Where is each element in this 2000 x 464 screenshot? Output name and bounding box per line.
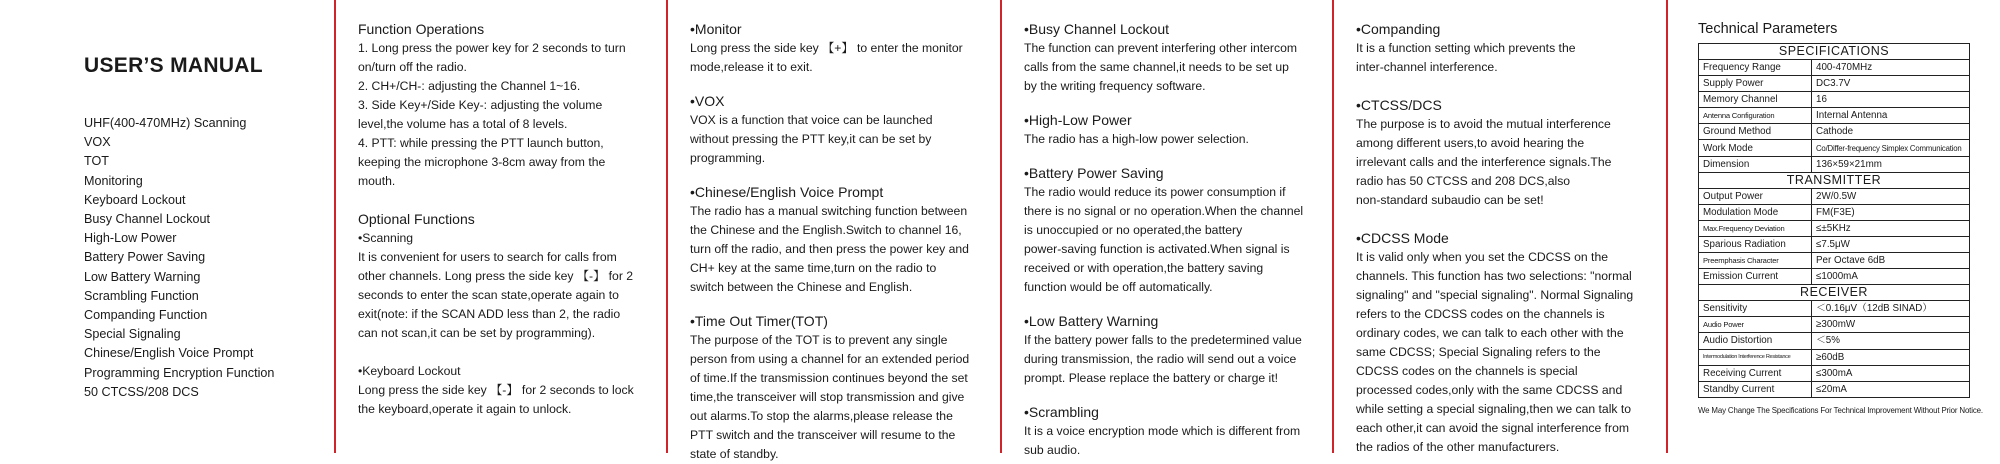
spec-value: Co/Differ-frequency Simplex Communication [1812, 140, 1970, 156]
body-line: radio has 50 CTCSS and 208 DCS,also [1356, 174, 1571, 188]
body-line: 3. Side Key+/Side Key-: adjusting the volume [358, 98, 603, 112]
table-row [1699, 108, 1970, 124]
spec-section-header: RECEIVER [1699, 285, 1970, 301]
body-line: among different users,to avoid hearing the [1356, 136, 1585, 150]
spec-section-header: SPECIFICATIONS [1699, 44, 1970, 60]
section-title: •Busy Channel Lockout [1024, 21, 1169, 37]
body-line: refers to the CDCSS codes on the channels is [1356, 307, 1605, 321]
table-row [1699, 365, 1970, 381]
body-line: keeping the microphone 3-8cm away from the [358, 155, 606, 169]
spec-key: Output Power [1699, 188, 1812, 204]
body-line: of time.If the transmission continues beyond the set [690, 371, 968, 385]
spec-value: ≥300mW [1812, 317, 1970, 333]
body-line: The radio would reduce its power consumption if [1024, 185, 1286, 199]
feature-item: 50 CTCSS/208 DCS [84, 384, 199, 399]
spec-value: 2W/0.5W [1812, 188, 1970, 204]
spec-value: Per Octave 6dB [1812, 253, 1970, 269]
body-line: the radios of the other manufacturers. [1356, 440, 1560, 454]
spec-value: ≤7.5μW [1812, 236, 1970, 252]
section-title: •Time Out Timer(TOT) [690, 313, 828, 329]
spec-key: Antenna Configuration [1699, 108, 1812, 124]
body-line: prompt. Please replace the battery or charge it! [1024, 371, 1279, 385]
busy-channel-panel [1002, 0, 1332, 457]
technical-parameters-title: Technical Parameters [1698, 21, 1838, 37]
section-title: •CTCSS/DCS [1356, 97, 1442, 113]
body-line: The purpose is to avoid the mutual interference [1356, 117, 1611, 131]
feature-item: Busy Channel Lockout [84, 212, 211, 227]
section-title: •VOX [690, 93, 725, 109]
body-line: same CDCSS; Special Signaling refers to the [1356, 345, 1601, 359]
table-row [1699, 156, 1970, 172]
body-line: 1. Long press the power key for 2 seconds to turn [358, 41, 626, 55]
body-line: power-saving function is activated.When signal is [1024, 242, 1290, 256]
monitor-section [690, 20, 982, 77]
body-line: on/turn off the radio. [358, 60, 467, 74]
table-row [1699, 76, 1970, 92]
spec-key: Receiving Current [1699, 365, 1812, 381]
voice-prompt-section [690, 183, 982, 297]
table-row [1699, 253, 1970, 269]
body-line: inter-channel interference. [1356, 60, 1498, 74]
body-line: The purpose of the TOT is to prevent any single [690, 333, 948, 347]
table-row [1699, 381, 1970, 397]
keyboard-lockout-section [358, 362, 648, 419]
spec-key: Audio Distortion [1699, 333, 1812, 349]
body-line: non-standard subaudio can be set! [1356, 193, 1544, 207]
body-line: function would be off automatically. [1024, 280, 1213, 294]
feature-item: Programming Encryption Function [84, 365, 275, 380]
body-line: during transmission, the radio will send out a voice [1024, 352, 1297, 366]
spec-key: Frequency Range [1699, 60, 1812, 76]
table-row [1699, 124, 1970, 140]
body-line: 2. CH+/CH-: adjusting the Channel 1~16. [358, 79, 581, 93]
body-line: person from using a channel for an extended period [690, 352, 970, 366]
companding-section [1356, 20, 1648, 77]
spec-value: ≤±5KHz [1812, 220, 1970, 236]
spec-key: Modulation Mode [1699, 204, 1812, 220]
spec-key: Work Mode [1699, 140, 1812, 156]
spec-key: Memory Channel [1699, 92, 1812, 108]
feature-item: Special Signaling [84, 327, 181, 342]
spec-value: ≥60dB [1812, 349, 1970, 365]
body-line: by the writing frequency software. [1024, 79, 1206, 93]
spec-value: ＜0.16μV（12dB SINAD） [1812, 301, 1970, 317]
function-operations-panel [336, 0, 666, 453]
body-line: without pressing the PTT key,it can be set by [690, 132, 932, 146]
body-line: It is valid only when you set the CDCSS on the [1356, 250, 1609, 264]
spec-value: ≤1000mA [1812, 269, 1970, 285]
feature-list [84, 114, 316, 402]
spec-key: Max.Frequency Deviation [1699, 220, 1812, 236]
spec-key: Dimension [1699, 156, 1812, 172]
cdcss-section [1356, 229, 1648, 457]
body-line: Long press the side key 【-】 for 2 seconds to lock [358, 383, 634, 397]
body-line: state of standby. [690, 447, 779, 461]
table-row [1699, 220, 1970, 236]
battery-saving-section [1024, 164, 1314, 297]
monitor-panel [668, 0, 1000, 461]
feature-item: High-Low Power [84, 231, 177, 246]
body-line: CH+ key at the same time,turn on the radio to [690, 261, 937, 275]
body-line: sub audio. [1024, 443, 1081, 457]
body-line: It is a function setting which prevents the [1356, 41, 1576, 55]
feature-item: TOT [84, 154, 109, 169]
spec-key: Audio Power [1699, 317, 1812, 333]
subsection-title: •Scanning [358, 231, 414, 245]
spec-key: Supply Power [1699, 76, 1812, 92]
body-line: seconds to enter the scan state,operate again to [358, 288, 619, 302]
spec-key: Emission Current [1699, 269, 1812, 285]
body-line: Long press the side key 【+】 to enter the monitor [690, 41, 963, 55]
feature-item: Scrambling Function [84, 288, 199, 303]
body-line: switch between the Chinese and English. [690, 280, 913, 294]
body-line: each other,it can avoid the signal interference from [1356, 421, 1630, 435]
cover-panel [0, 0, 334, 453]
feature-item: Battery Power Saving [84, 250, 206, 265]
table-row [1699, 92, 1970, 108]
busy-channel-section [1024, 20, 1314, 96]
feature-item: Companding Function [84, 308, 208, 323]
body-line: level,the volume has a total of 8 levels. [358, 117, 568, 131]
spec-value: ≤20mA [1812, 381, 1970, 397]
table-row [1699, 269, 1970, 285]
table-row [1699, 60, 1970, 76]
table-row [1699, 204, 1970, 220]
section-title: •Monitor [690, 21, 742, 37]
feature-item: UHF(400-470MHz) Scanning [84, 116, 247, 130]
body-line: exit(note: if the SCAN ADD less than 2, the radio [358, 307, 621, 321]
ctcss-section [1356, 96, 1648, 210]
body-line: time,the transceiver will stop transmission and give [690, 390, 965, 404]
section-title: •Scrambling [1024, 404, 1099, 420]
feature-item: Monitoring [84, 173, 143, 188]
body-line: out alarms.To stop the alarms,please release the [690, 409, 953, 423]
body-line: other channels. Long press the side key 【-】 for 2 [358, 269, 634, 283]
spec-value: ＜5% [1812, 333, 1970, 349]
spec-value: DC3.7V [1812, 76, 1970, 92]
body-line: If the battery power falls to the predetermined value [1024, 333, 1302, 347]
spec-value: 400-470MHz [1812, 60, 1970, 76]
body-line: VOX is a function that voice can be launched [690, 113, 933, 127]
table-row [1699, 140, 1970, 156]
table-row [1699, 333, 1970, 349]
body-line: It is a voice encryption mode which is different from [1024, 424, 1301, 438]
technical-parameters-panel [1668, 0, 2000, 453]
table-row [1699, 188, 1970, 204]
table-row [1699, 317, 1970, 333]
body-line: the Chinese and the English.Switch to channel 16, [690, 223, 962, 237]
spec-key: Sensitivity [1699, 301, 1812, 317]
body-line: while setting a special signaling,then we can talk to [1356, 402, 1632, 416]
body-line: The radio has a high-low power selection. [1024, 132, 1249, 146]
section-title: •Low Battery Warning [1024, 313, 1159, 329]
feature-item: Keyboard Lockout [84, 192, 186, 207]
spec-value: Cathode [1812, 124, 1970, 140]
table-row [1699, 236, 1970, 252]
body-line: processed codes,only with the same CDCSS and [1356, 383, 1623, 397]
feature-item: VOX [84, 135, 111, 150]
section-title: •Battery Power Saving [1024, 165, 1164, 181]
tot-section [690, 312, 982, 464]
body-line: It is convenient for users to search for calls from [358, 250, 617, 264]
section-title: •High-Low Power [1024, 112, 1132, 128]
section-title: •Chinese/English Voice Prompt [690, 184, 884, 200]
spec-key: Ground Method [1699, 124, 1812, 140]
body-line: received or with operation,the battery saving [1024, 261, 1264, 275]
feature-item: Chinese/English Voice Prompt [84, 346, 254, 361]
body-line: 4. PTT: while pressing the PTT launch button, [358, 136, 604, 150]
spec-value: Internal Antenna [1812, 108, 1970, 124]
feature-item: Low Battery Warning [84, 269, 201, 284]
body-line: calls from the same channel,it needs to be set up [1024, 60, 1289, 74]
spec-table [1698, 43, 1970, 398]
scrambling-section [1024, 403, 1314, 460]
spec-value: 136×59×21mm [1812, 156, 1970, 172]
body-line: channels. This function has two selections: "normal [1356, 269, 1632, 283]
spec-value: ≤300mA [1812, 365, 1970, 381]
body-line: there is no signal or no operation.When the channel [1024, 204, 1304, 218]
body-line: irrelevant calls and the interference signals.The [1356, 155, 1612, 169]
manual-title: USER’S MANUAL [84, 54, 263, 77]
body-line: ordinary codes, we can talk to each other with the [1356, 326, 1624, 340]
spec-key: Standby Current [1699, 381, 1812, 397]
body-line: mouth. [358, 174, 396, 188]
body-line: The function can prevent interfering other intercom [1024, 41, 1298, 55]
section-title: •CDCSS Mode [1356, 230, 1449, 246]
high-low-power-section [1024, 111, 1314, 149]
companding-panel [1334, 0, 1666, 453]
section-title: •Companding [1356, 21, 1441, 37]
table-row [1699, 349, 1970, 365]
spec-key: Sparious Radiation [1699, 236, 1812, 252]
section-title: Optional Functions [358, 211, 475, 227]
spec-key: Preemphasis Character [1699, 253, 1812, 269]
spec-section-header: TRANSMITTER [1699, 172, 1970, 188]
scanning-section [358, 210, 648, 343]
body-line: is unoccupied or no operated,the battery [1024, 223, 1243, 237]
body-line: The radio has a manual switching function between [690, 204, 968, 218]
vox-section [690, 92, 982, 168]
body-line: signaling" and "special signaling". Normal Signaling [1356, 288, 1634, 302]
spec-value: FM(F3E) [1812, 204, 1970, 220]
spec-footnote: We May Change The Specifications For Technical Improvement Without Prior Notice. [1698, 405, 1983, 415]
body-line: CDCSS codes on the channels is special [1356, 364, 1578, 378]
body-line: programming. [690, 151, 766, 165]
body-line: mode,release it to exit. [690, 60, 813, 74]
spec-value: 16 [1812, 92, 1970, 108]
body-line: can not scan,it can be set by programming). [358, 326, 596, 340]
spec-key: Intermodulation Interference Resistance [1699, 349, 1812, 365]
body-line: PTT switch and the transceiver will resume to the [690, 428, 956, 442]
low-battery-section [1024, 312, 1314, 388]
subsection-title: •Keyboard Lockout [358, 364, 461, 378]
function-operations-section [358, 20, 648, 191]
body-line: turn off the radio, and then press the power key and [690, 242, 969, 256]
body-line: the keyboard,operate it again to unlock. [358, 402, 572, 416]
table-row [1699, 301, 1970, 317]
section-title: Function Operations [358, 21, 485, 37]
